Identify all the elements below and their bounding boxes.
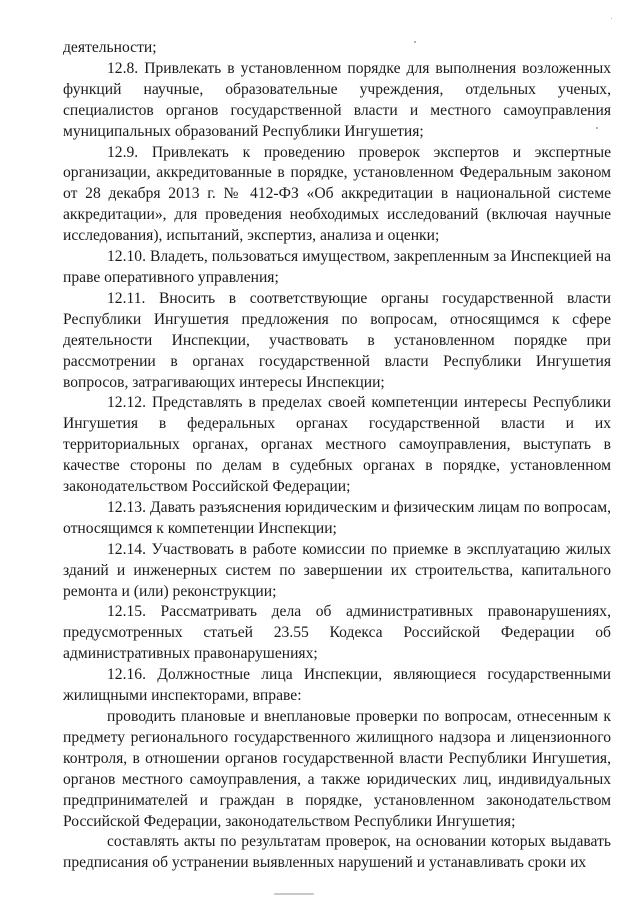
paragraph-12-8: 12.8. Привлекать в установленном порядке для выполнения возложенных функций научные, образовательные учреждения, отдельных ученых, специалистов органов государственной власти и местного самоуправления муниципальных образований Республики Ингушетия; — [63, 59, 611, 140]
paragraph-12-9: 12.9. Привлекать к проведению проверок экспертов и экспертные организации, аккредитованные в порядке, установленном Федеральным законом от 28 декабря 2013 г. № 412-ФЗ «Об аккредитации в национальной системе аккредитации», для проведения необходимых исследований (включая научные исследования), испытаний, экспертиз, анализа и оценки; — [63, 143, 611, 245]
paragraph-acts: составлять акты по результатам проверок, на основании которых выдавать предписания об устранении выявленных нарушений и устанавливать сроки их — [63, 833, 611, 872]
paragraph-continuation: деятельности; — [63, 39, 157, 56]
paragraph-inspections: проводить плановые и внеплановые проверки по вопросам, отнесенным к предмету регионального государственного жилищного надзора и лицензионного контроля, в отношении органов государственной власти Республики Ингушетия, органов местного самоуправления, а также юридических лиц, индивидуальных предпринимателей и граждан в порядке, установленном законодательством Российской Федерации, законодательством Республики Ингушетия; — [63, 708, 611, 830]
scan-speck — [414, 41, 416, 43]
paragraph-12-12: 12.12. Представлять в пределах своей компетенции интересы Республики Ингушетия в федеральных органах государственной власти и их территориальных органах, органах местного самоуправления, выступать в качестве стороны по делам в судебных органах в порядке, установленном законодательством Российской Федерации; — [63, 394, 611, 496]
scan-speck — [611, 18, 612, 19]
paragraph-12-11: 12.11. Вносить в соответствующие органы государственной власти Республики Ингушетия предложения по вопросам, относящимся к сфере деятельности Инспекции, участвовать в установленном порядке при рассмотрении в органах государственной власти Республики Ингушетия вопросов, затрагивающих интересы Инспекции; — [63, 289, 611, 391]
document-page — [63, 38, 611, 874]
paragraph-12-10: 12.10. Владеть, пользоваться имуществом, закрепленным за Инспекцией на праве оперативного управления; — [63, 248, 611, 286]
paragraph-12-15: 12.15. Рассматривать дела об административных правонарушениях, предусмотренных статьей 23.55 Кодекса Российской Федерации об административных правонарушениях; — [63, 603, 611, 663]
paragraph-12-16: 12.16. Должностные лица Инспекции, являющиеся государственными жилищными инспекторами, вправе: — [63, 666, 611, 705]
scan-speck — [274, 893, 314, 895]
scan-speck — [596, 127, 598, 129]
paragraph-12-13: 12.13. Давать разъяснения юридическим и физическим лицам по вопросам, относящимся к компетенции Инспекции; — [63, 498, 611, 537]
paragraph-12-14: 12.14. Участвовать в работе комиссии по приемке в эксплуатацию жилых зданий и инженерных систем по завершении их строительства, капитального ремонта и (или) реконструкции; — [63, 540, 611, 600]
